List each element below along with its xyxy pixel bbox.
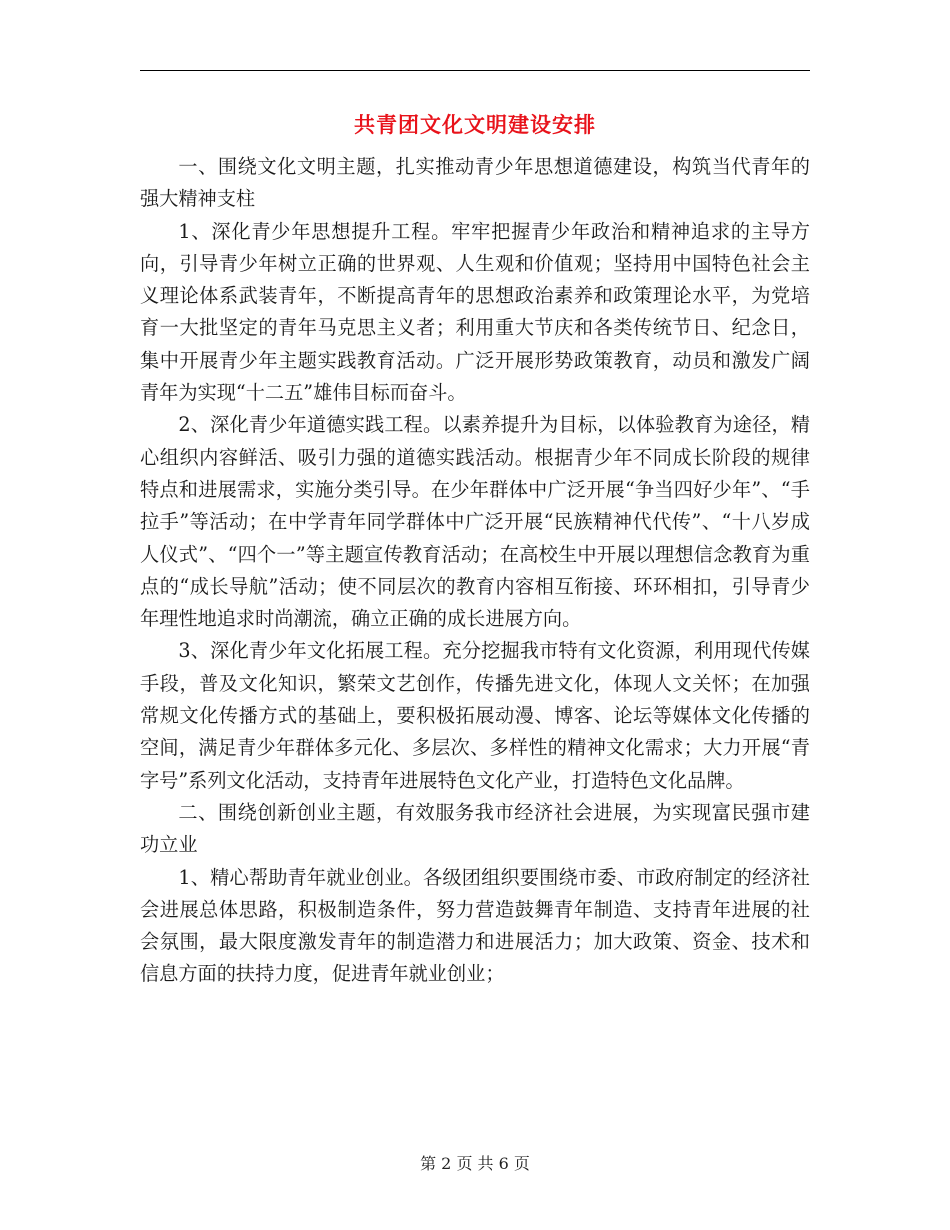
section-heading-1: 一、围绕文化文明主题，扎实推动青少年思想道德建设，构筑当代青年的强大精神支柱 (140, 155, 810, 211)
document-title: 共青团文化文明建设安排 (354, 112, 596, 137)
paragraph: 1、深化青少年思想提升工程。牢牢把握青少年政治和精神追求的主导方向，引导青少年树立正确的世界观、人生观和价值观；坚持用中国特色社会主义理论体系武装青年，不断提高青年的思想政治素养和政策理论水平，为党培育一大批坚定的青年马克思主义者；利用重大节庆和各类传统节日、纪念日，集中开展青少年主题实践教育活动。广泛开展形势政策教育，动员和激发广阔青年为实现“十二五”雄伟目标而奋斗。 (140, 219, 810, 405)
section-heading-2: 二、围绕创新创业主题，有效服务我市经济社会进展，为实现富民强市建功立业 (140, 800, 810, 857)
paragraph: 3、深化青少年文化拓展工程。充分挖掘我市特有文化资源，利用现代传媒手段，普及文化知识，繁荣文艺创作，传播先进文化，体现人文关怀；在加强常规文化传播方式的基础上，要积极拓展动漫、博客、论坛等媒体文化传播的空间，满足青少年群体多元化、多层次、多样性的精神文化需求；大力开展“青字号”系列文化活动，支持青年进展特色文化产业，打造特色文化品牌。 (140, 639, 810, 792)
page-footer: 第 2 页 共 6 页 (420, 1154, 530, 1173)
document-body (140, 151, 810, 991)
paragraph: 2、深化青少年道德实践工程。以素养提升为目标，以体验教育为途径，精心组织内容鲜活、吸引力强的道德实践活动。根据青少年不同成长阶段的规律特点和进展需求，实施分类引导。在少年群体中广泛开展“争当四好少年”、“手拉手”等活动；在中学青年同学群体中广泛开展“民族精神代代传”、“十八岁成人仪式”、“四个一”等主题宣传教育活动；在高校生中开展以理想信念教育为重点的“成长导航”活动；使不同层次的教育内容相互衔接、环环相扣，引导青少年理性地追求时尚潮流，确立正确的成长进展方向。 (140, 413, 810, 631)
paragraph: 1、精心帮助青年就业创业。各级团组织要围绕市委、市政府制定的经济社会进展总体思路，积极制造条件，努力营造鼓舞青年制造、支持青年进展的社会氛围，最大限度激发青年的制造潜力和进展活力；加大政策、资金、技术和信息方面的扶持力度，促进青年就业创业； (140, 865, 810, 986)
header-rule (140, 70, 810, 71)
